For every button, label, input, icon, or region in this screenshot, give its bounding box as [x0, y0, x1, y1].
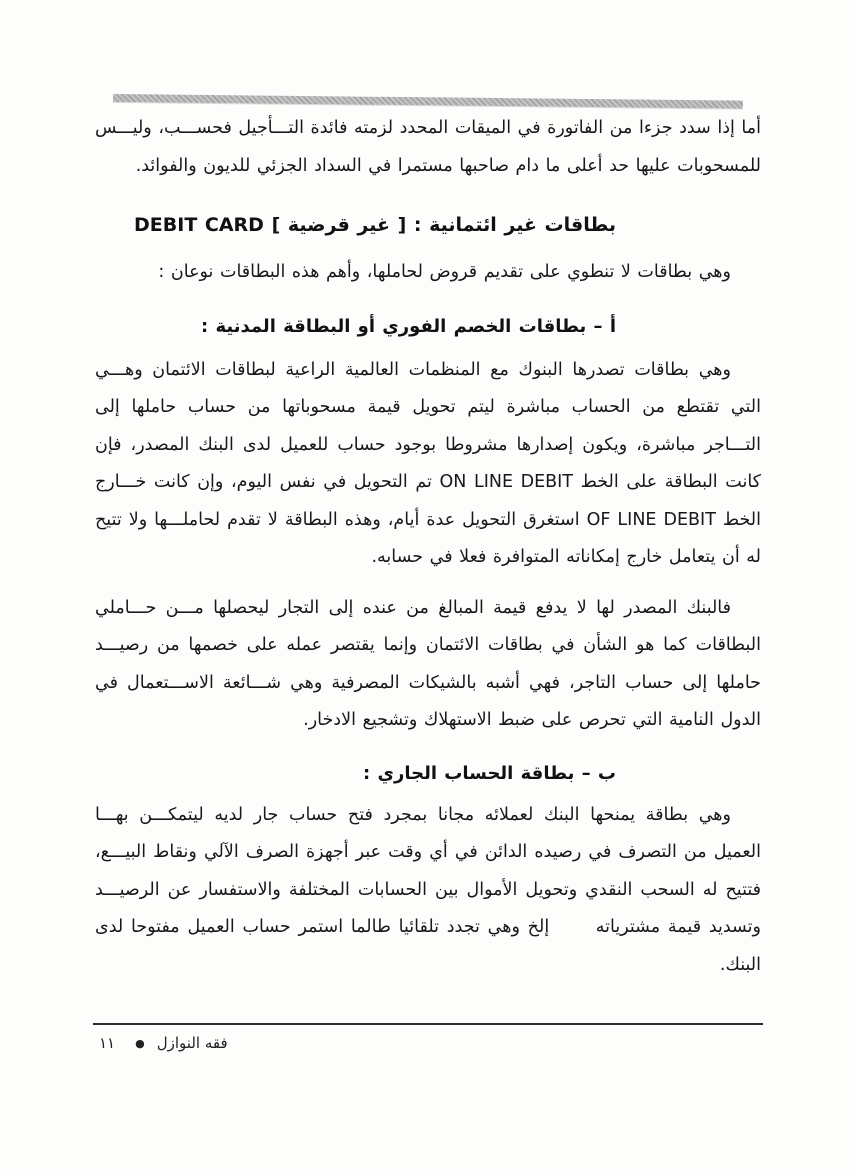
heading-debit-card: بطاقات غير ائتمانية : [ غير قرضية ] DEBIT CARD [134, 214, 616, 236]
footer-caption [93, 1034, 249, 1052]
page-number: ١١ [99, 1034, 116, 1052]
paragraph-current-account-description: وهي بطاقة يمنحها البنك لعملائه مجانا بمجرد فتح حساب جار لديه ليتمكـــن بهـــا العميل من التصرف في رصيده الدائن في أي وقت عبر أجهزة الصرف الآلي ونقاط البيـــع، فتتيح له السحب النقدي وتحويل الأموال بين الحسابات المختلفة والاستفسار عن الرصيـــد وتسديد قيمة مشترياته إلخ وهي تجدد تلقائيا طالما استمر حساب العميل مفتوحا لدى البنك. [95, 804, 761, 975]
paragraph-deferred-payment: أما إذا سدد جزءا من الفاتورة في الميقات المحدد لزمته فائدة التـــأجيل فحســـب، وليـــس للمسحوبات عليها حد أعلى ما دام صاحبها مستمرا في السداد الجزئي للديون والفوائد. [95, 118, 761, 176]
heading-immediate-debit-card: أ – بطاقات الخصم الفوري أو البطاقة المدنية : [200, 315, 616, 337]
paragraph-issuing-bank-role: فالبنك المصدر لها لا يدفع قيمة المبالغ من عنده إلى التجار ليحصلها مـــن حـــاملي البطاقات كما هو الشأن في بطاقات الائتمان وإنما يقتصر عمله على خصمها من رصيـــد حاملها إلى حساب التاجر، فهي أشبه بالشيكات المصرفية وهي شـــائعة الاســـتعمال في الدول النامية التي تحرص على ضبط الاستهلاك وتشجيع الادخار. [95, 597, 761, 730]
page-content [95, 104, 761, 984]
book-title: فقه النوازل [156, 1034, 228, 1052]
heading-current-account-card: ب – بطاقة الحساب الجاري : [363, 762, 616, 784]
footer-divider [93, 1023, 763, 1025]
bullet-icon: ● [135, 1036, 145, 1050]
paragraph-immediate-debit-description: وهي بطاقات تصدرها البنوك مع المنظمات العالمية الراعية لبطاقات الائتمان وهـــي التي تقتطع من الحساب مباشرة ليتم تحويل قيمة مسحوباتها من حساب حاملها إلى التـــاجر مباشرة، ويكون إصدارها مشروطا بوجود حساب للعميل لدى البنك المصدر، فإن كانت البطاقة على الخط ON LINE DEBIT تم التحويل في نفس اليوم، وإن كانت خـــارج الخط OF LINE DEBIT استغرق التحويل عدة أيام، وهذه البطاقة لا تقدم لحاملـــها ولا تتيح له أن يتعامل خارج إمكاناته المتوافرة فعلا في حسابه. [95, 359, 761, 567]
page-footer [93, 1023, 763, 1052]
paragraph-card-types: وهي بطاقات لا تنطوي على تقديم قروض لحاملها، وأهم هذه البطاقات نوعان : [158, 262, 731, 282]
